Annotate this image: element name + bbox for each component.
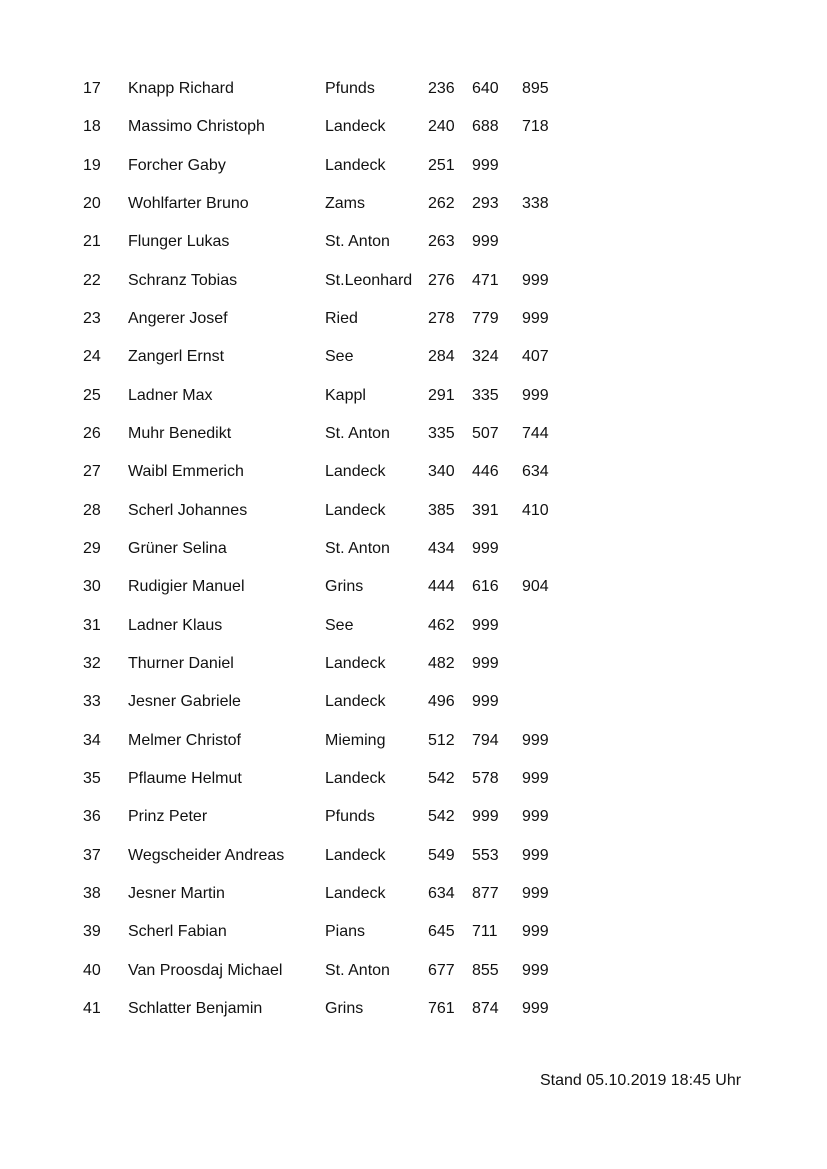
table-row	[0, 379, 827, 417]
town-cell: St. Anton	[325, 424, 390, 442]
score-2-cell: 711	[472, 923, 498, 941]
score-1-cell: 462	[428, 616, 455, 634]
score-1-cell: 251	[428, 156, 455, 174]
table-row	[0, 532, 827, 570]
score-2-cell: 999	[472, 654, 499, 672]
score-3-cell: 895	[522, 80, 549, 97]
town-cell: Landeck	[325, 693, 386, 711]
table-row	[0, 264, 827, 302]
score-1-cell: 284	[428, 348, 455, 366]
score-1-cell: 335	[428, 424, 455, 442]
score-1-cell: 549	[428, 846, 455, 864]
score-3-cell: 999	[522, 884, 549, 902]
table-row	[0, 647, 827, 685]
rank-cell: 35	[83, 769, 101, 787]
table-row	[0, 455, 827, 493]
rank-cell: 23	[83, 309, 101, 327]
name-cell: Massimo Christoph	[128, 118, 265, 136]
town-cell: Pfunds	[325, 80, 375, 97]
town-cell: Grins	[325, 578, 364, 596]
score-2-cell: 324	[472, 348, 499, 366]
name-cell: Zangerl Ernst	[128, 348, 225, 366]
score-1-cell: 482	[428, 654, 455, 672]
town-cell: Landeck	[325, 156, 386, 174]
score-2-cell: 446	[472, 463, 499, 481]
town-cell: St.Leonhard	[325, 271, 413, 289]
name-cell: Schlatter Benjamin	[128, 999, 263, 1017]
table-row	[0, 187, 827, 225]
score-2-cell: 874	[472, 999, 499, 1017]
name-cell: Rudigier Manuel	[128, 578, 245, 596]
score-1-cell: 542	[428, 769, 455, 787]
town-cell: Landeck	[325, 501, 386, 519]
score-3-cell: 634	[522, 463, 549, 481]
score-3-cell: 999	[522, 999, 549, 1017]
score-2-cell: 507	[472, 424, 499, 442]
score-2-cell: 779	[472, 309, 499, 327]
rank-cell: 37	[83, 846, 101, 864]
rank-cell: 38	[83, 884, 101, 902]
score-2-cell: 578	[472, 769, 499, 787]
town-cell: Grins	[325, 999, 364, 1017]
score-2-cell: 999	[472, 233, 499, 251]
table-row	[0, 954, 827, 992]
rank-cell: 29	[83, 539, 101, 557]
table-row	[0, 609, 827, 647]
rank-cell: 21	[83, 233, 101, 251]
score-1-cell: 291	[428, 386, 455, 404]
score-3-cell: 338	[522, 194, 549, 212]
score-1-cell: 512	[428, 731, 455, 749]
town-cell: Pfunds	[325, 808, 375, 826]
town-cell: Landeck	[325, 118, 386, 136]
score-2-cell: 877	[472, 884, 499, 902]
name-cell: Grüner Selina	[128, 539, 227, 557]
rank-cell: 30	[83, 578, 101, 596]
score-3-cell: 999	[522, 769, 549, 787]
name-cell: Flunger Lukas	[128, 233, 230, 251]
score-1-cell: 262	[428, 194, 455, 212]
score-1-cell: 434	[428, 539, 455, 557]
score-3-cell: 904	[522, 578, 549, 596]
score-3-cell: 999	[522, 923, 549, 941]
score-3-cell: 407	[522, 348, 549, 366]
table-row	[0, 762, 827, 800]
rank-cell: 40	[83, 961, 101, 979]
table-row	[0, 570, 827, 608]
score-3-cell: 999	[522, 808, 549, 826]
score-2-cell: 640	[472, 80, 499, 97]
table-row	[0, 110, 827, 148]
town-cell: Pians	[325, 923, 366, 941]
town-cell: Landeck	[325, 884, 386, 902]
table-row	[0, 494, 827, 532]
rank-cell: 27	[83, 463, 101, 481]
town-cell: Landeck	[325, 846, 386, 864]
name-cell: Pflaume Helmut	[128, 769, 242, 787]
rank-cell: 18	[83, 118, 101, 136]
score-2-cell: 999	[472, 808, 499, 826]
score-2-cell: 391	[472, 501, 499, 519]
table-row	[0, 225, 827, 263]
rank-cell: 22	[83, 271, 101, 289]
table-row	[0, 877, 827, 915]
table-row	[0, 417, 827, 455]
score-2-cell: 794	[472, 731, 499, 749]
score-1-cell: 444	[428, 578, 455, 596]
score-2-cell: 335	[472, 386, 499, 404]
table-row	[0, 724, 827, 762]
score-1-cell: 236	[428, 80, 455, 97]
name-cell: Jesner Martin	[128, 884, 225, 902]
rank-cell: 31	[83, 616, 101, 634]
table-row	[0, 149, 827, 187]
name-cell: Van Proosdaj Michael	[128, 961, 283, 979]
name-cell: Wohlfarter Bruno	[128, 194, 249, 212]
score-3-cell: 410	[522, 501, 549, 519]
score-2-cell: 999	[472, 693, 499, 711]
results-table	[0, 72, 827, 1030]
rank-cell: 17	[83, 80, 101, 97]
score-1-cell: 677	[428, 961, 455, 979]
rank-cell: 36	[83, 808, 101, 826]
score-1-cell: 761	[428, 999, 455, 1017]
score-3-cell: 999	[522, 386, 549, 404]
rank-cell: 25	[83, 386, 101, 404]
name-cell: Knapp Richard	[128, 80, 234, 97]
score-1-cell: 340	[428, 463, 455, 481]
rank-cell: 34	[83, 731, 101, 749]
score-1-cell: 263	[428, 233, 455, 251]
rank-cell: 24	[83, 348, 101, 366]
score-2-cell: 999	[472, 616, 499, 634]
table-row	[0, 839, 827, 877]
name-cell: Muhr Benedikt	[128, 424, 232, 442]
town-cell: St. Anton	[325, 233, 390, 251]
town-cell: Zams	[325, 194, 365, 212]
table-row	[0, 992, 827, 1030]
town-cell: Mieming	[325, 731, 386, 749]
town-cell: St. Anton	[325, 961, 390, 979]
score-3-cell: 999	[522, 309, 549, 327]
score-1-cell: 278	[428, 309, 455, 327]
table-row	[0, 915, 827, 953]
name-cell: Forcher Gaby	[128, 156, 226, 174]
score-2-cell: 999	[472, 156, 499, 174]
score-2-cell: 999	[472, 539, 499, 557]
rank-cell: 41	[83, 999, 101, 1017]
score-2-cell: 616	[472, 578, 499, 596]
town-cell: Landeck	[325, 769, 386, 787]
score-1-cell: 276	[428, 271, 455, 289]
score-3-cell: 999	[522, 961, 549, 979]
name-cell: Melmer Christof	[128, 731, 241, 749]
rank-cell: 20	[83, 194, 101, 212]
town-cell: Landeck	[325, 463, 386, 481]
score-2-cell: 553	[472, 846, 499, 864]
table-row	[0, 302, 827, 340]
status-timestamp: Stand 05.10.2019 18:45 Uhr	[540, 1072, 742, 1089]
name-cell: Prinz Peter	[128, 808, 208, 826]
score-2-cell: 471	[472, 271, 499, 289]
score-2-cell: 855	[472, 961, 499, 979]
score-3-cell: 744	[522, 424, 549, 442]
name-cell: Scherl Fabian	[128, 923, 227, 941]
name-cell: Wegscheider Andreas	[128, 846, 285, 864]
score-1-cell: 496	[428, 693, 455, 711]
name-cell: Jesner Gabriele	[128, 693, 241, 711]
name-cell: Ladner Max	[128, 386, 213, 404]
rank-cell: 28	[83, 501, 101, 519]
score-1-cell: 385	[428, 501, 455, 519]
rank-cell: 19	[83, 156, 101, 174]
rank-cell: 32	[83, 654, 101, 672]
town-cell: Ried	[325, 309, 358, 327]
town-cell: Kappl	[325, 386, 366, 404]
town-cell: See	[325, 616, 354, 634]
score-1-cell: 240	[428, 118, 455, 136]
name-cell: Waibl Emmerich	[128, 463, 244, 481]
table-row	[0, 800, 827, 838]
rank-cell: 26	[83, 424, 101, 442]
score-3-cell: 999	[522, 271, 549, 289]
score-3-cell: 718	[522, 118, 549, 136]
table-row	[0, 685, 827, 723]
name-cell: Scherl Johannes	[128, 501, 248, 519]
rank-cell: 39	[83, 923, 101, 941]
table-row	[0, 340, 827, 378]
name-cell: Ladner Klaus	[128, 616, 223, 634]
score-1-cell: 542	[428, 808, 455, 826]
town-cell: St. Anton	[325, 539, 390, 557]
score-2-cell: 688	[472, 118, 499, 136]
score-3-cell: 999	[522, 846, 549, 864]
name-cell: Angerer Josef	[128, 309, 228, 327]
score-1-cell: 634	[428, 884, 455, 902]
town-cell: See	[325, 348, 354, 366]
name-cell: Schranz Tobias	[128, 271, 238, 289]
score-1-cell: 645	[428, 923, 455, 941]
table-row	[0, 72, 827, 110]
rank-cell: 33	[83, 693, 101, 711]
score-3-cell: 999	[522, 731, 549, 749]
name-cell: Thurner Daniel	[128, 654, 234, 672]
town-cell: Landeck	[325, 654, 386, 672]
score-2-cell: 293	[472, 194, 499, 212]
